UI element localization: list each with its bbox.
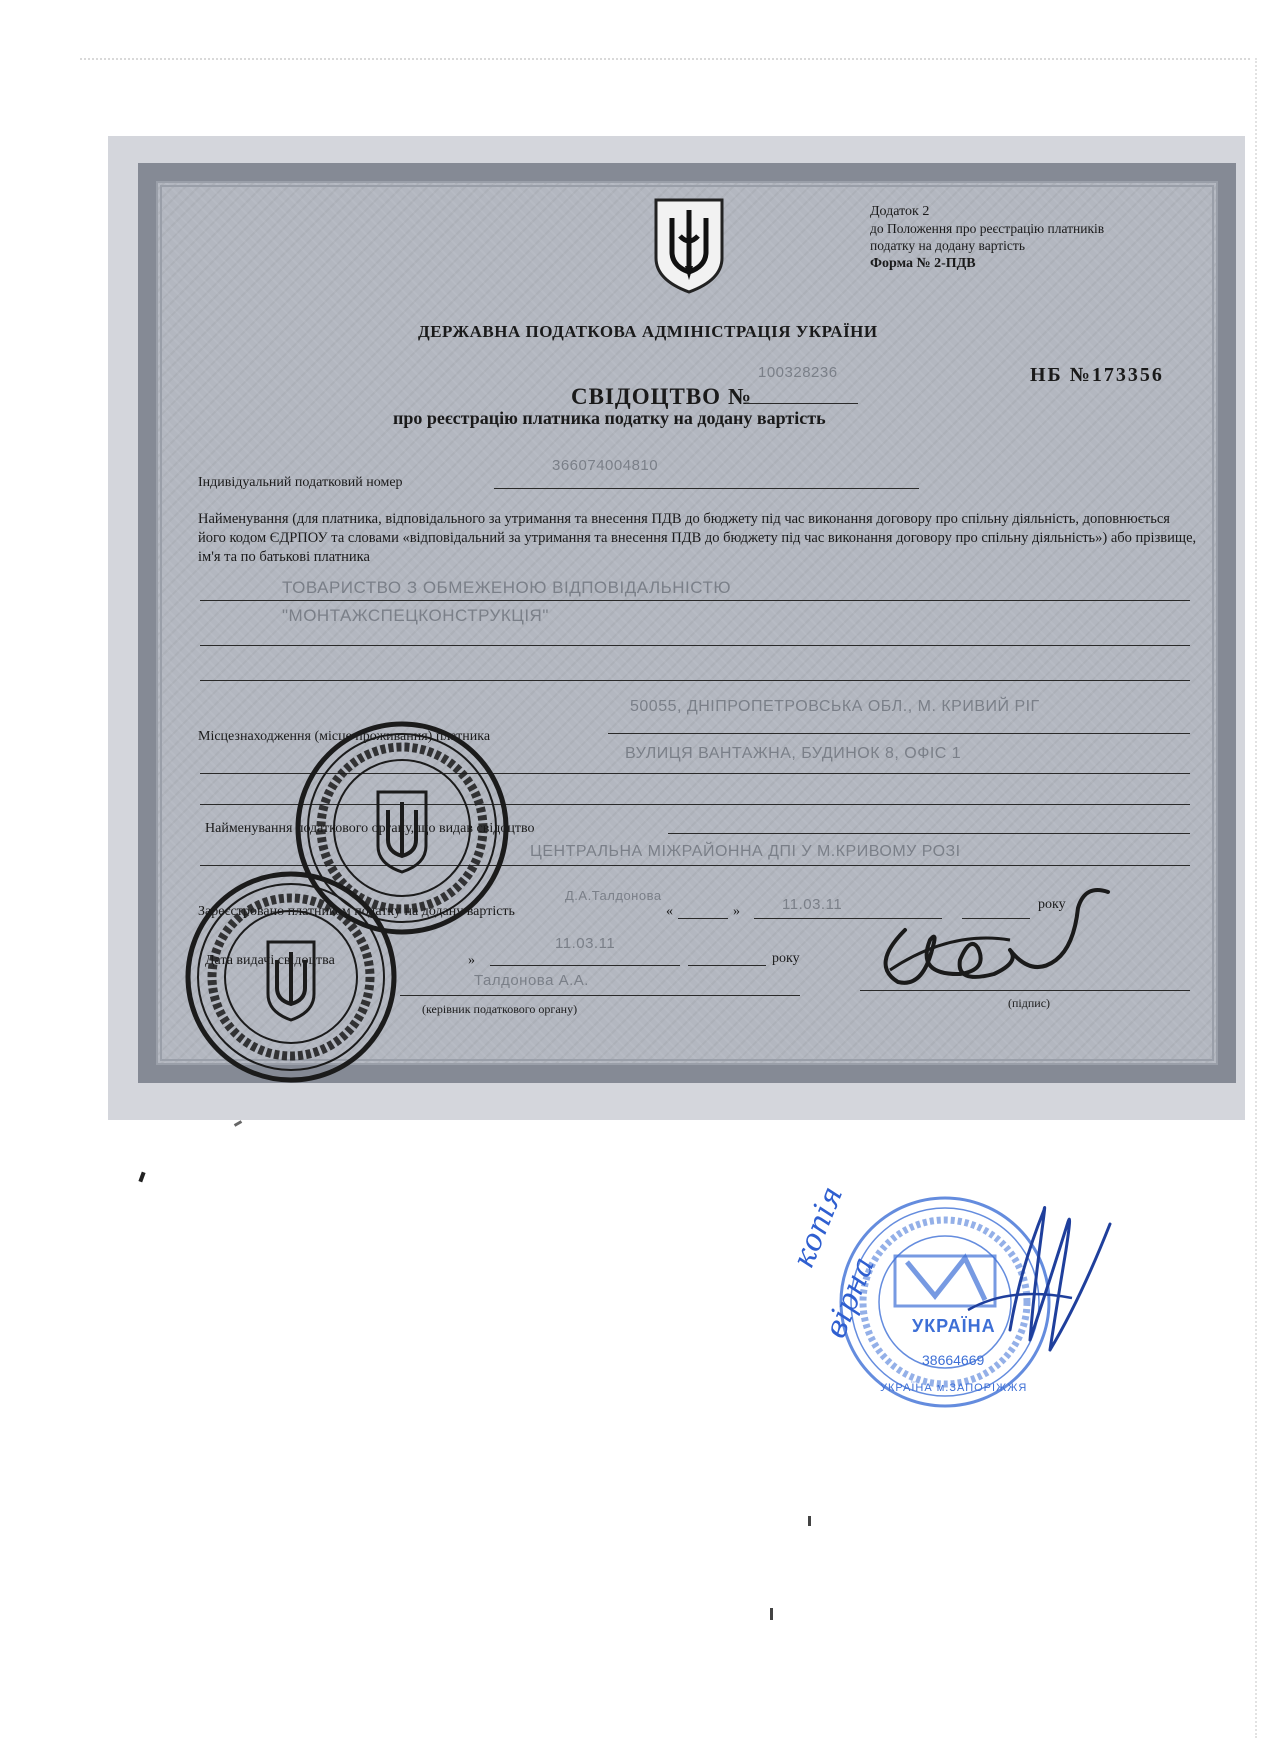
official-signature (860, 870, 1110, 1000)
scan-speck (234, 1120, 242, 1127)
copy-note-line2: вірна (818, 1252, 882, 1344)
head-name: Талдонова А.А. (474, 972, 589, 989)
tax-id-label: Індивідуальний податковий номер (198, 475, 403, 490)
quote-close: » (733, 904, 740, 919)
certificate-subtitle: про реєстрацію платника податку на додану вартість (393, 408, 826, 428)
name-value-line2: "МОНТАЖСПЕЦКОНСТРУКЦІЯ" (282, 606, 549, 625)
signature-caption: (підпис) (1008, 996, 1051, 1010)
name-line-1 (200, 600, 1190, 601)
location-line-1 (608, 733, 1190, 734)
location-label: Місцезнаходження (місце проживання) платника (198, 729, 491, 744)
quote-open: « (666, 904, 673, 919)
annex-line1: Додаток 2 (870, 204, 930, 219)
registered-official: Д.А.Талдонова (565, 888, 662, 903)
issuer-line-1 (668, 833, 1190, 834)
company-stamp-city: УКРАЇНА м.ЗАПОРІЖЖЯ (880, 1382, 1028, 1394)
registered-year-word: року (1038, 897, 1066, 912)
head-line (400, 995, 800, 996)
tax-office-stamp-lower (182, 868, 400, 1086)
issue-quote-close: » (468, 953, 475, 968)
authority-title: ДЕРЖАВНА ПОДАТКОВА АДМІНІСТРАЦІЯ УКРАЇНИ (418, 322, 878, 341)
name-line-2 (200, 645, 1190, 646)
trident-emblem-icon (650, 196, 728, 294)
registered-day-line (678, 918, 728, 919)
issue-month-line (490, 965, 680, 966)
name-label: Найменування (для платника, відповідального за утримання та внесення ПДВ до бюджету під час виконання договору про спільну діяльність, доповнюється його кодом ЄДРПОУ та словами «відповідальний за утримання та внесення ПДВ до бюджету під час виконання договору про спільну діяльність») або прізвище, ім'я та по батькові платника (198, 511, 1197, 565)
issuer-label: Найменування податкового органу, що видав свідоцтво (205, 821, 535, 836)
scan-edge-right (1255, 58, 1257, 1738)
scan-speck (808, 1516, 811, 1526)
certificate-number-line (746, 403, 858, 404)
scan-speck (770, 1608, 773, 1620)
annex-line2: до Положення про реєстрацію платників (870, 221, 1105, 236)
certificate-number: 100328236 (758, 364, 838, 381)
issue-year-line (688, 965, 766, 966)
scan-speck (138, 1172, 145, 1183)
tax-id-value: 366074004810 (552, 457, 659, 474)
location-value-line1: 50055, ДНІПРОПЕТРОВСЬКА ОБЛ., М. КРИВИЙ РІГ (630, 698, 1040, 715)
head-caption: (керівник податкового органу) (422, 1002, 578, 1016)
name-line-3 (200, 680, 1190, 681)
tax-id-line (494, 488, 919, 489)
company-stamp-code: 38664669 (922, 1352, 985, 1368)
issue-date: 11.03.11 (555, 935, 616, 952)
issue-year-word: року (772, 951, 800, 966)
location-value-line2: ВУЛИЦЯ ВАНТАЖНА, БУДИНОК 8, ОФІС 1 (625, 745, 962, 762)
copy-note-line1: копія (786, 1181, 851, 1274)
annex-line3: податку на додану вартість (870, 238, 1025, 253)
certificate-title: СВІДОЦТВО № (571, 384, 752, 409)
scan-edge-top (80, 58, 1250, 60)
series-number: НБ №173356 (1030, 364, 1164, 386)
name-value-line1: ТОВАРИСТВО З ОБМЕЖЕНОЮ ВІДПОВІДАЛЬНІСТЮ (282, 578, 732, 597)
annex-form: Форма № 2-ПДВ (870, 256, 976, 271)
registered-label: Зареєстровано платником податку на додану вартість (198, 904, 515, 919)
company-stamp-country: УКРАЇНА (912, 1316, 996, 1336)
registered-date: 11.03.11 (782, 896, 843, 913)
issuer-value: ЦЕНТРАЛЬНА МІЖРАЙОННА ДПІ У М.КРИВОМУ РОЗІ (530, 843, 961, 860)
copy-signature (960, 1190, 1120, 1400)
issue-label: Дата видачі свідоцтва (205, 953, 335, 968)
